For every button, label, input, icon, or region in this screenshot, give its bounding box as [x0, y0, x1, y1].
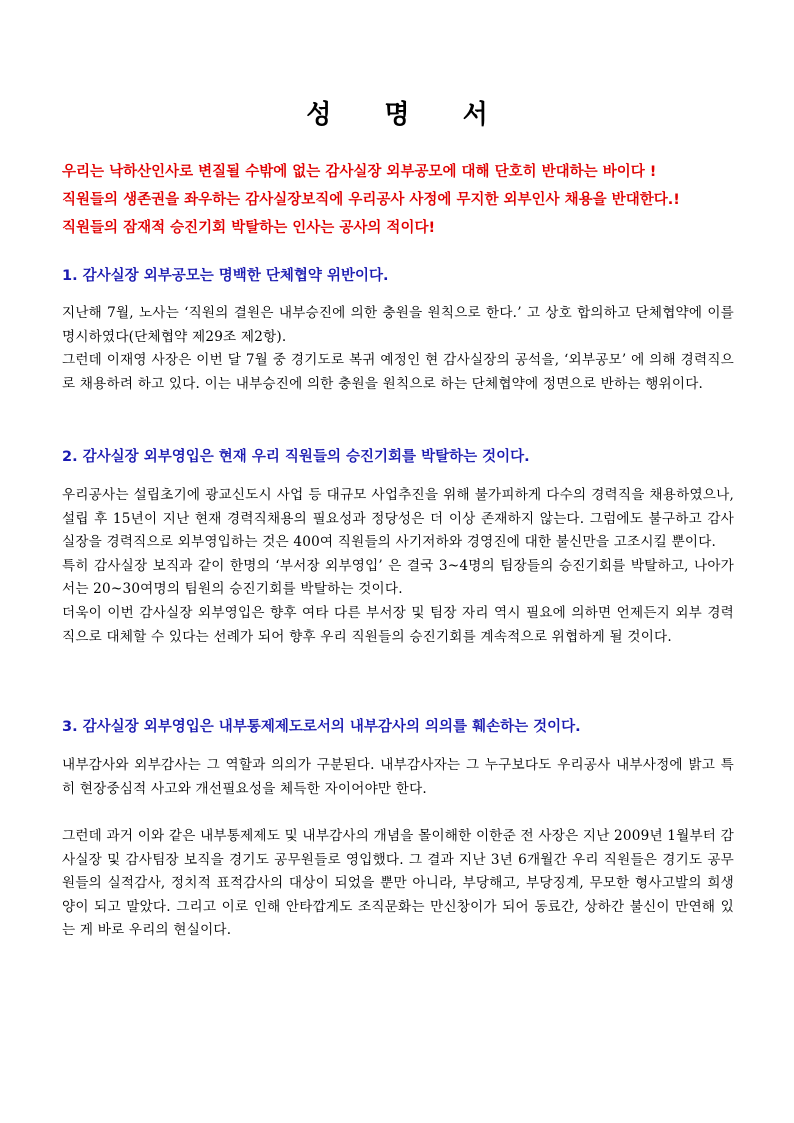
section-body-2 — [62, 484, 734, 649]
section-body-3-a — [62, 754, 734, 801]
section-body-3-b — [62, 825, 734, 943]
section-heading-1: 1. 감사실장 외부공모는 명백한 단체협약 위반이다. — [62, 268, 389, 284]
document-title: 성 명 서 — [306, 100, 510, 130]
paragraph: 그런데 이재영 사장은 이번 달 7월 중 경기도로 복귀 예정인 현 감사실장의 공석을, ‘외부공모’ 에 의해 경력직으로 채용하려 하고 있다. 이는 내부승진에 의한 충원을 원칙으로 하는 단체협약에 정면으로 반하는 행위이다. — [62, 352, 734, 392]
section-heading-3: 3. 감사실장 외부영입은 내부통제제도로서의 내부감사의 의의를 훼손하는 것이다. — [62, 719, 581, 735]
paragraph: 내부감사와 외부감사는 그 역할과 의의가 구분된다. 내부감사자는 그 누구보다도 우리공사 내부사정에 밝고 특히 현장중심적 사고와 개선필요성을 체득한 자이어야만 한다. — [62, 757, 734, 797]
slogan-line: 직원들의 잠재적 승진기회 박탈하는 인사는 공사의 적이다! — [62, 220, 436, 236]
paragraph: 그런데 과거 이와 같은 내부통제제도 및 내부감사의 개념을 몰이해한 이한준 전 사장은 지난 2009년 1월부터 감사실장 및 감사팀장 보직을 경기도 공무원들로 영입했다. 그 결과 지난 3년 6개월간 우리 직원들은 경기도 공무원들의 실적감사, 정치적 표적감사의 대상이 되었을 뿐만 아니라, 부당해고, 부당징계, 무모한 형사고발의 희생양이 되고 말았다. 그리고 이로 인해 안타깝게도 조직문화는 만신창이가 되어 동료간, 상하간 불신이 만연해 있는 게 바로 우리의 현실이다. — [62, 828, 734, 939]
slogan-line: 직원들의 생존권을 좌우하는 감사실장보직에 우리공사 사정에 무지한 외부인사 채용을 반대한다.! — [62, 192, 680, 208]
paragraph: 지난해 7월, 노사는 ‘직원의 결원은 내부승진에 의한 충원을 원칙으로 한다.’ 고 상호 합의하고 단체협약에 이를 명시하였다(단체협약 제29조 제2항). — [62, 305, 734, 345]
paragraph: 특히 감사실장 보직과 같이 한명의 ‘부서장 외부영입’ 은 결국 3~4명의 팀장들의 승진기회를 박탈하고, 나아가서는 20~30여명의 팀원의 승진기회를 박탈하는 것이다. — [62, 557, 734, 598]
slogan-line: 우리는 낙하산인사로 변질될 수밖에 없는 감사실장 외부공모에 대해 단호히 반대하는 바이다 ! — [62, 164, 657, 180]
paragraph: 우리공사는 설립초기에 광교신도시 사업 등 대규모 사업추진을 위해 불가피하게 다수의 경력직을 채용하였으나, 설립 후 15년이 지난 현재 경력직채용의 필요성과 정당성은 더 이상 존재하지 않는다. 그럼에도 불구하고 감사실장을 경력직으로 외부영입하는 것은 400여 직원들의 사기저하와 경영진에 대한 불신만을 고조시킬 뿐이다. — [62, 487, 734, 551]
section-heading-2: 2. 감사실장 외부영입은 현재 우리 직원들의 승진기회를 박탈하는 것이다. — [62, 449, 530, 465]
paragraph: 더욱이 이번 감사실장 외부영입은 향후 여타 다른 부서장 및 팀장 자리 역시 필요에 의하면 언제든지 외부 경력직으로 대체할 수 있다는 선례가 되어 향후 우리 직원들의 승진기회를 계속적으로 위협하게 될 것이다. — [62, 604, 734, 645]
section-body-1 — [62, 302, 734, 396]
slogan-block — [62, 158, 742, 242]
